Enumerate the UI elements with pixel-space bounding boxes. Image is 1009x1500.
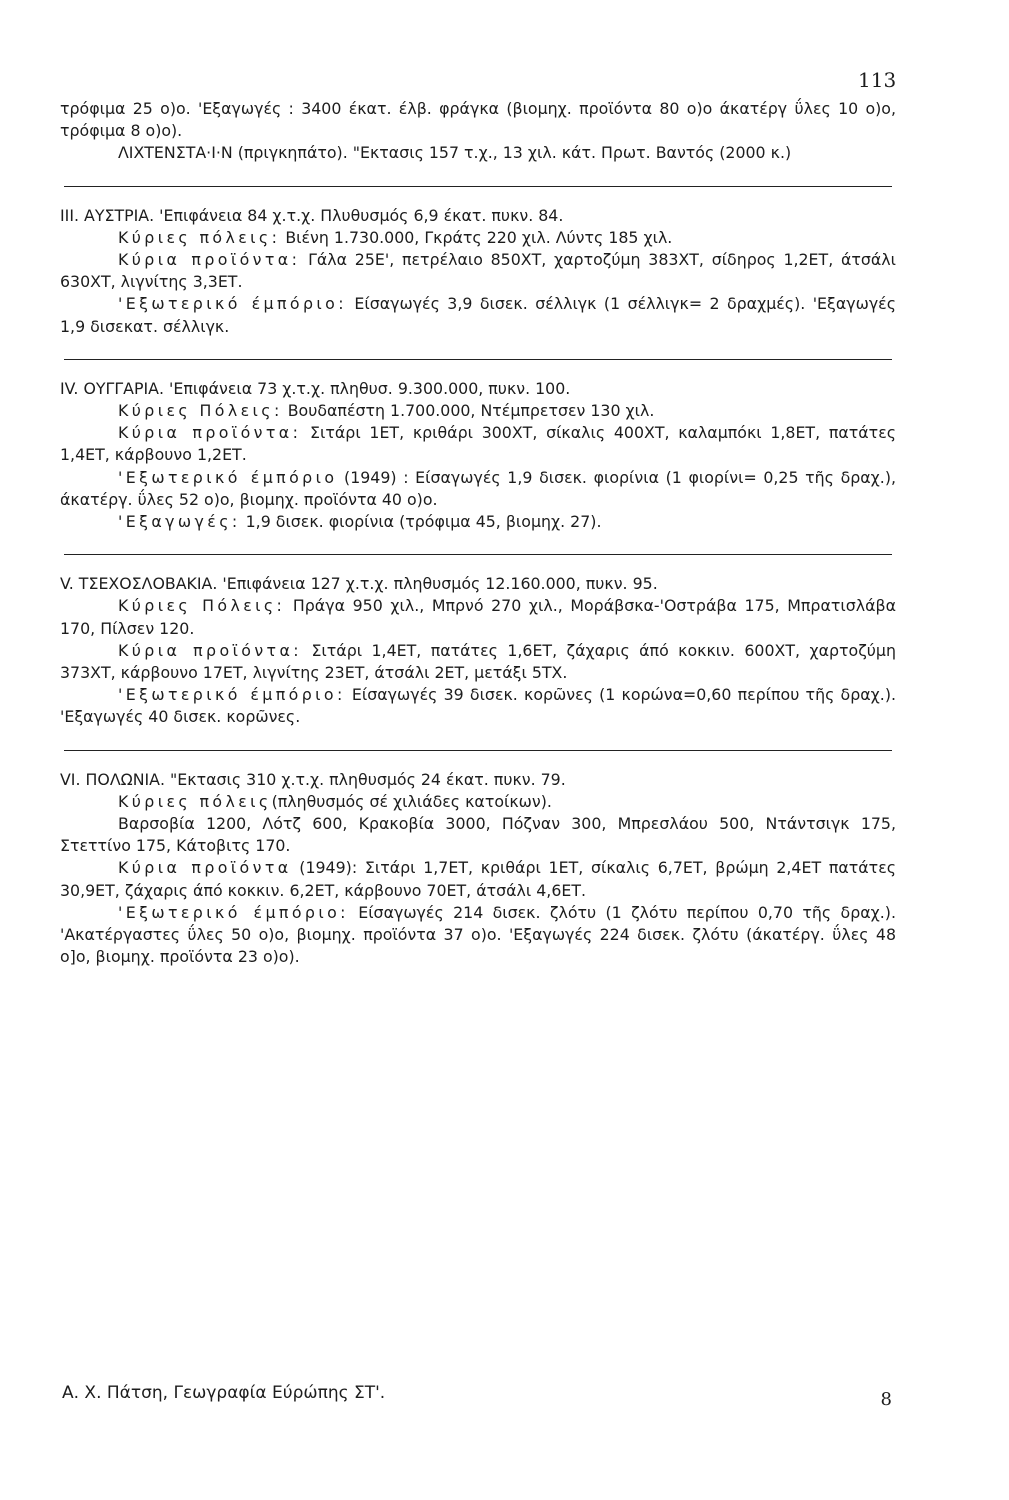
- czechoslovakia-heading: V. ΤΣΕΧΟΣΛΟΒΑΚΙΑ. 'Επιφάνεια 127 χ.τ.χ. πληθυσμός 12.160.000, πυκν. 95.: [60, 574, 658, 594]
- exports-text: 1,9 δισεκ. φιορίνια (τρόφιμα 45, βιομηχ. 27).: [240, 512, 602, 532]
- cities-note: (πληθυσμός σέ χιλιάδες κατοίκων).: [271, 791, 552, 811]
- page-number: 113: [858, 68, 897, 92]
- hungary-products: [60, 422, 896, 466]
- section-divider: [64, 554, 892, 555]
- products-label: Κύρια προϊόντα:: [118, 640, 303, 660]
- austria-products: [60, 249, 896, 293]
- trade-text: Είσαγωγές 3,9 δισεκ. σέλλιγκ (1 σέλλιγκ= 2 δραχμές). 'Εξαγωγές 1,9 δισεκατ. σέλλιγκ.: [60, 294, 896, 336]
- cities-label: Κύριες πόλεις:: [118, 227, 281, 247]
- poland-heading: VI. ΠΟΛΩΝΙΑ. "Εκτασις 310 χ.τ.χ. πληθυσμός 24 έκατ. πυκν. 79.: [60, 769, 566, 789]
- trade-label: 'Εξωτερικό έμπόριο:: [118, 685, 346, 705]
- austria-trade: [60, 293, 896, 337]
- products-label: Κύρια προϊόντα: [118, 858, 292, 878]
- section-divider: [64, 186, 892, 187]
- trade-text: (1949) : Είσαγωγές 1,9 δισεκ. φιορίνια (1 φιορίνι= 0,25 τῆς δραχ.), άκατέργ. ΰλες 52 ο)ο, βιομηχ. προϊόντα 40 ο)ο.: [60, 467, 897, 509]
- austria-section: [60, 205, 896, 338]
- poland-products: [60, 857, 896, 901]
- page-footer: [62, 1383, 892, 1410]
- cities-text: Πράγα 950 χιλ., Μπρνό 270 χιλ., Μοράβσκα-'Οστράβα 175, Μπρατισλάβα 170, Πίλσεν 120.: [60, 596, 896, 638]
- poland-cities-title: [60, 791, 896, 813]
- hungary-trade: [60, 467, 896, 511]
- products-text: Σιτάρι 1,4ΕΤ, πατάτες 1,6ΕΤ, ζάχαρις άπό κοκκιν. 600ΧΤ, χαρτοζύμη 373ΧΤ, κάρβουνο 17ΕΤ, λιγνίτης 23ΕΤ, άτσάλι 2ΕΤ, μετάξι 5ΤΧ.: [60, 640, 896, 683]
- trade-label: 'Εξωτερικό έμπόριο:: [118, 902, 349, 922]
- page-body: [60, 98, 896, 969]
- trade-text: Είσαγωγές 214 δισεκ. ζλότυ (1 ζλότυ περίπου 0,70 τῆς δραχ.). 'Ακατέργαστες ΰλες 50 ο)ο, βιομηχ. προϊόντα 37 ο)ο. 'Εξαγωγές 224 δισεκ. ζλότυ (άκατέργ. ΰλες 48 ο]ο, βιομηχ. προϊόντα 23 ο)ο).: [60, 902, 896, 967]
- czechoslovakia-trade: [60, 684, 896, 728]
- poland-section: [60, 769, 896, 969]
- cities-label: Κύριες πόλεις: [118, 791, 272, 811]
- hungary-heading: IV. ΟΥΓΓΑΡΙΑ. 'Επιφάνεια 73 χ.τ.χ. πληθυσ. 9.300.000, πυκν. 100.: [60, 378, 571, 398]
- czechoslovakia-cities: [60, 595, 896, 639]
- section-divider: [64, 750, 892, 751]
- austria-cities: [60, 227, 896, 249]
- products-label: Κύρια προϊόντα:: [118, 250, 301, 270]
- cities-text: Βουδαπέστη 1.700.000, Ντέμπρετσεν 130 χιλ.: [282, 401, 655, 421]
- cities-text: Βιένη 1.730.000, Γκράτς 220 χιλ. Λύντς 185 χιλ.: [280, 227, 673, 247]
- cities-label: Κύριες Πόλεις:: [118, 401, 283, 421]
- trade-label: 'Εξωτερικό έμπόριο:: [118, 294, 347, 314]
- intro-section: [60, 98, 896, 165]
- products-text: (1949): Σιτάρι 1,7ΕΤ, κριθάρι 1ΕΤ, σίκαλις 6,7ΕΤ, βρώμη 2,4ΕΤ πατάτες 30,9ΕΤ, ζάχαρις άπό κοκκιν. 6,2ΕΤ, κάρβουνο 70ΕΤ, άτσάλι 4,6ΕΤ.: [60, 858, 897, 900]
- footer-citation: Α. Χ. Πάτση, Γεωγραφία Εύρώπης ΣΤ'.: [62, 1383, 386, 1403]
- hungary-cities: [60, 400, 896, 422]
- hungary-section: [60, 378, 896, 533]
- poland-cities: Βαρσοβία 1200, Λότζ 600, Κρακοβία 3000, Πόζναν 300, Μπρεσλάου 500, Ντάντσιγκ 175, Στεττίνο 175, Κάτοβιτς 170.: [60, 814, 896, 856]
- exports-label: 'Εξαγωγές:: [118, 512, 241, 532]
- czechoslovakia-section: [60, 573, 896, 728]
- poland-trade: [60, 902, 896, 969]
- trade-label: 'Εξωτερικό έμπόριο: [118, 467, 338, 487]
- czechoslovakia-products: [60, 640, 896, 684]
- products-text: Σιτάρι 1ΕΤ, κριθάρι 300ΧΤ, σίκαλις 400ΧΤ, καλαμπόκι 1,8ΕΤ, πατάτες 1,4ΕΤ, κάρβουνο 1,2ΕΤ.: [60, 423, 897, 465]
- cities-label: Κύριες Πόλεις:: [118, 596, 286, 616]
- intro-paragraph: τρόφιμα 25 ο)ο. 'Εξαγωγές : 3400 έκατ. έλβ. φράγκα (βιομηχ. προϊόντα 80 ο)ο άκατέργ ΰλες 10 ο)ο, τρόφιμα 8 ο)ο).: [60, 99, 896, 141]
- hungary-exports: [60, 511, 896, 533]
- austria-heading: III. ΑΥΣΤΡΙΑ. 'Επιφάνεια 84 χ.τ.χ. Πλυθυσμός 6,9 έκατ. πυκν. 84.: [60, 205, 564, 225]
- trade-text: Είσαγωγές 39 δισεκ. κορῶνες (1 κορώνα=0,60 περίπου τῆς δραχ.). 'Εξαγωγές 40 δισεκ. κορῶνες.: [60, 685, 896, 727]
- products-text: Γάλα 25Ε', πετρέλαιο 850ΧΤ, χαρτοζύμη 383ΧΤ, σίδηρος 1,2ΕΤ, άτσάλι 630ΧΤ, λιγνίτης 3,3ΕΤ.: [60, 250, 897, 292]
- products-label: Κύρια προϊόντα:: [118, 423, 302, 443]
- signature-mark: 8: [880, 1389, 892, 1410]
- liechtenstein-paragraph: ΛΙΧΤΕΝΣΤΑ·Ι·Ν (πριγκηπάτο). "Εκτασις 157 τ.χ., 13 χιλ. κάτ. Πρωτ. Βαντός (2000 κ.): [118, 143, 792, 163]
- section-divider: [64, 359, 892, 360]
